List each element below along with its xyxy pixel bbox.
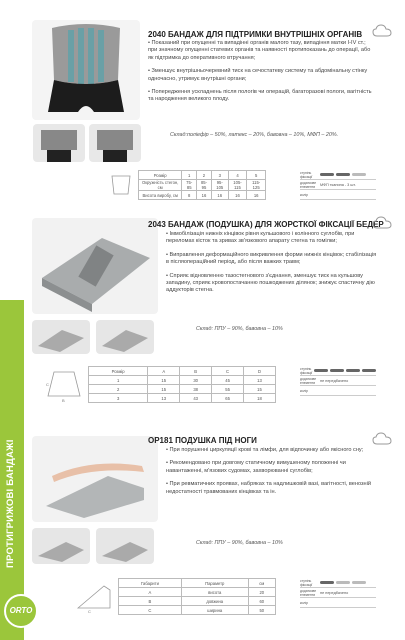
- table-row: Окружність стегон, см 75-85 85-95 95-105 105-115 115-125: [139, 180, 266, 191]
- leg-pillow-use-photo-2: [96, 528, 154, 564]
- svg-text:B: B: [62, 398, 65, 403]
- svg-text:C: C: [88, 609, 91, 614]
- section3-size-table: [118, 578, 276, 615]
- pillow-use-photo-2: [96, 320, 154, 354]
- section1-title: 2040 БАНДАЖ ДЛЯ ПІДТРИМКИ ВНУТРІШНІХ ОРГАНІВ: [148, 30, 363, 39]
- pillow-use-photo-1: [32, 320, 90, 354]
- section3-bullets: [166, 447, 378, 502]
- table-row: 1 15 30 45 13: [89, 376, 276, 385]
- belt-front-photo: [33, 124, 85, 162]
- table-row: Розмір A B C D: [89, 367, 276, 376]
- table-row: Габарити Параметр см: [119, 579, 276, 588]
- leg-pillow-product-photo: [32, 436, 158, 522]
- sidebar-title: ПРОТИГРИЖОВІ БАНДАЖІ: [5, 439, 16, 568]
- orto-logo: ORTO: [4, 594, 38, 628]
- section2-title: 2043 БАНДАЖ (ПОДУШКА) ДЛЯ ЖОРСТКОЇ ФІКСАЦІЇ БЕДЕР: [148, 220, 384, 229]
- table-row: 3 13 43 65 18: [89, 394, 276, 403]
- section3-title: OP181 ПОДУШКА ПІД НОГИ: [148, 436, 257, 445]
- section2-size-table: [88, 366, 276, 403]
- section2-spec-box: ступінь фіксації додаткове елементи не передбачено колір: [300, 366, 376, 396]
- table-row: 2 15 38 55 15: [89, 385, 276, 394]
- list-item: • Іммобілізація нижніх кінцівок рівня кульшового і колінного суглобів, при переломах кісток та зривах зв'язкового апарату стегна та гомілки;: [166, 231, 355, 245]
- belt-product-photo: [32, 20, 140, 120]
- list-item: • Попередження ускладнень після пологів чи операцій, багаторазові пологи, вагітність та народження великого плоду.: [148, 89, 372, 103]
- section3-composition: Склад: ППУ – 90%, бавовна – 10%: [196, 540, 283, 546]
- section1-bullets: [148, 40, 374, 110]
- table-row: C ширина 50: [119, 606, 276, 615]
- table-row: Розмір 1 2 3 4 5: [139, 171, 266, 180]
- list-item: • Показаний при опущенні та випадінні органів малого тазу, випадіння матки I-IV ст.; при значному опущенні статевих органів та наявності протипоказань до операції, або як підтримка до оперативного втручання;: [148, 40, 371, 61]
- size-diagram-figure: [74, 580, 114, 614]
- list-item: • Рекомендовано при довгому статичному вимушеному положенні чи навантаженні, м'язових судомах, захворюванні суглобів;: [166, 460, 346, 474]
- table-row: B довжина 60: [119, 597, 276, 606]
- leg-pillow-use-photo-1: [32, 528, 90, 564]
- cloud-icon: [372, 432, 392, 446]
- section1-composition: Склад:поліефір – 50%, латекс – 20%, бавовна – 10%, МФП – 20%.: [170, 132, 339, 138]
- section1-size-table: [138, 170, 266, 200]
- table-row: A висота 20: [119, 588, 276, 597]
- list-item: • Сприяє відновленню тазостегнового з'єднання, зменшує тиск на кульшову западину, сприяє кровопостачанню пошкоджених ділянок; знижує спастичну дію аддукторів стегна.: [166, 272, 375, 294]
- svg-text:C: C: [46, 382, 49, 387]
- cloud-icon: [372, 216, 392, 230]
- list-item: • При порушенні циркуляції крові та лімфи, для відпочинку або якісного сну;: [166, 447, 364, 453]
- belt-back-photo: [89, 124, 141, 162]
- section3-spec-box: ступінь фіксації додаткове елементи не передбачено колір: [300, 578, 376, 608]
- list-item: • Зменшує внутрішньочеревний тиск на сечостатеву систему та абдомінальну стінку одночасно, утримує внутрішні органи;: [148, 68, 368, 82]
- section1-spec-box: ступінь фіксації додаткове елементи МФП тканина - 3 шт. колір: [300, 170, 376, 200]
- pillow-product-photo: [32, 218, 158, 314]
- size-diagram-figure: [44, 366, 84, 404]
- cloud-icon: [372, 24, 392, 38]
- size-diagram-figure: [108, 174, 134, 198]
- section2-bullets: [166, 231, 378, 301]
- table-row: Висота виробу, см 8 16 16 16 16: [139, 191, 266, 200]
- list-item: • При ревматичних проявах, набряках та надлишковій вазі, вагітності, венозній недостатності травмованих кінцівках та ін.: [166, 481, 372, 495]
- section2-composition: Склад: ППУ – 90%, бавовна – 10%: [196, 326, 283, 332]
- list-item: • Виправлення деформаційного викривлення форми нижніх кінцівок; стабілізація в післяопераційний період, або після важких травм;: [166, 251, 377, 266]
